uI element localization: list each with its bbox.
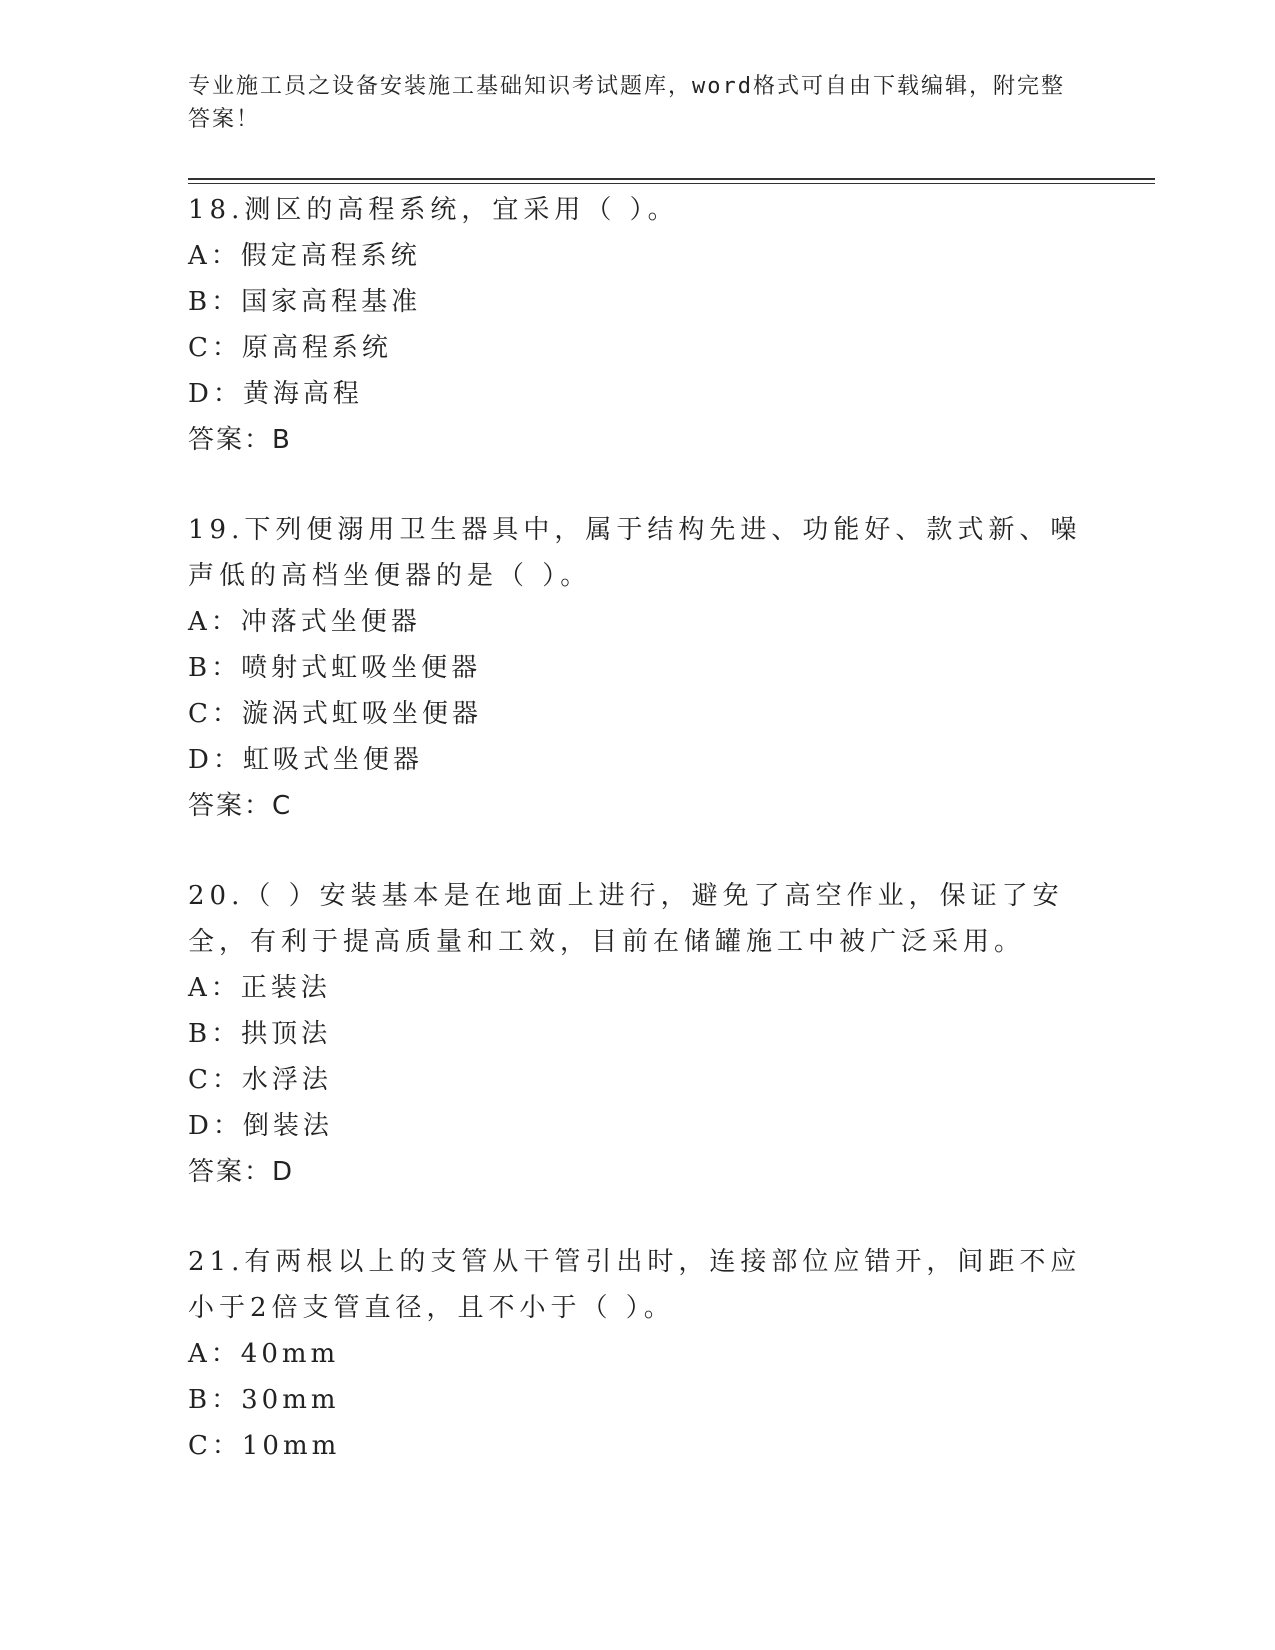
question-stem: 18.测区的高程系统，宜采用（ ）。 <box>188 195 679 225</box>
question-stem: 21.有两根以上的支管从干管引出时，连接部位应错开，间距不应小于2倍支管直径，且不小于（ ）。 <box>188 1247 1082 1323</box>
header-text: 专业施工员之设备安装施工基础知识考试题库，word格式可自由下载编辑，附完整答案！ <box>188 74 1065 132</box>
question-stem: 20.（ ）安装基本是在地面上进行，避免了高空作业，保证了安全，有利于提高质量和工效，目前在储罐施工中被广泛采用。 <box>188 881 1064 957</box>
question-20 <box>188 873 1088 1195</box>
option-d: D：黄海高程 <box>188 379 363 409</box>
option-a: A：假定高程系统 <box>188 241 421 271</box>
option-c: C：原高程系统 <box>188 333 392 363</box>
option-b: B：拱顶法 <box>188 1019 332 1049</box>
option-c: C：漩涡式虹吸坐便器 <box>188 699 482 729</box>
option-a: A：40mm <box>188 1339 340 1369</box>
answer-line: 答案：B <box>188 425 292 455</box>
document-header <box>188 70 1068 136</box>
answer-line: 答案：D <box>188 1157 295 1187</box>
question-21 <box>188 1239 1088 1469</box>
option-d: D：倒装法 <box>188 1111 333 1141</box>
option-a: A：正装法 <box>188 973 331 1003</box>
answer-line: 答案：C <box>188 791 293 821</box>
question-18 <box>188 187 1088 463</box>
option-b: B：喷射式虹吸坐便器 <box>188 653 482 683</box>
option-a: A：冲落式坐便器 <box>188 607 421 637</box>
header-divider-thin <box>188 183 1155 184</box>
option-d: D：虹吸式坐便器 <box>188 745 423 775</box>
question-stem: 19.下列便溺用卫生器具中，属于结构先进、功能好、款式新、噪声低的高档坐便器的是（ ）。 <box>188 515 1082 591</box>
option-c: C：10mm <box>188 1431 341 1461</box>
header-divider-thick <box>188 178 1155 180</box>
option-b: B：国家高程基准 <box>188 287 422 317</box>
question-list <box>188 187 1088 1513</box>
option-b: B：30mm <box>188 1385 340 1415</box>
question-19 <box>188 507 1088 829</box>
option-c: C：水浮法 <box>188 1065 332 1095</box>
